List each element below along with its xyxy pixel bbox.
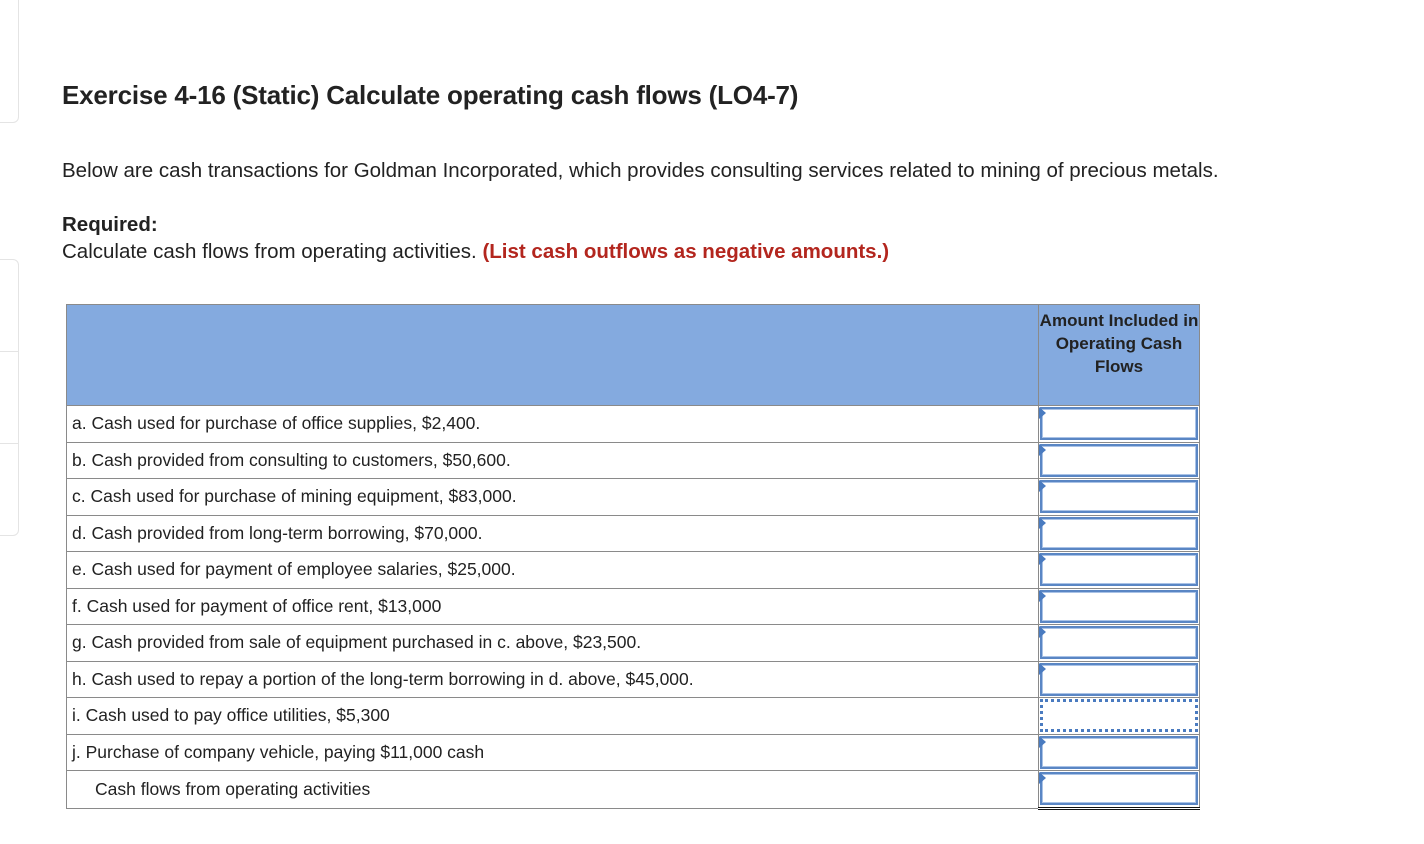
- row-label: h. Cash used to repay a portion of the long-term borrowing in d. above, $45,000.: [67, 661, 1039, 698]
- side-panel-nav: [0, 259, 19, 536]
- amount-cell: [1039, 734, 1200, 771]
- amount-header: Amount Included in Operating Cash Flows: [1039, 305, 1200, 406]
- cell-marker-icon: [1039, 517, 1046, 529]
- amount-cell: [1039, 771, 1200, 809]
- cell-marker-icon: [1039, 626, 1046, 638]
- amount-input[interactable]: [1040, 590, 1198, 623]
- amount-cell: [1039, 442, 1200, 479]
- cell-marker-icon: [1039, 444, 1046, 456]
- table-row: [67, 515, 1200, 552]
- cell-marker-icon: [1039, 590, 1046, 602]
- row-label: b. Cash provided from consulting to customers, $50,600.: [67, 442, 1039, 479]
- required-label: Required:: [62, 213, 158, 236]
- side-nav-item[interactable]: [0, 260, 18, 352]
- amount-cell: [1039, 661, 1200, 698]
- row-label: c. Cash used for purchase of mining equipment, $83,000.: [67, 479, 1039, 516]
- amount-cell: [1039, 625, 1200, 662]
- amount-cell: [1039, 552, 1200, 589]
- cell-marker-icon: [1039, 553, 1046, 565]
- table-row: [67, 661, 1200, 698]
- table-row: [67, 734, 1200, 771]
- cell-marker-icon: [1039, 772, 1046, 784]
- cell-marker-icon: [1039, 663, 1046, 675]
- amount-cell: [1039, 588, 1200, 625]
- row-label: f. Cash used for payment of office rent, $13,000: [67, 588, 1039, 625]
- amount-input[interactable]: [1040, 663, 1198, 696]
- cash-flow-table: [66, 304, 1200, 810]
- table-row: [67, 588, 1200, 625]
- amount-input[interactable]: [1040, 553, 1198, 586]
- amount-cell: [1039, 479, 1200, 516]
- amount-cell: [1039, 698, 1200, 735]
- amount-cell: [1039, 515, 1200, 552]
- row-label: j. Purchase of company vehicle, paying $11,000 cash: [67, 734, 1039, 771]
- instruction-text: [62, 240, 889, 264]
- table-row: [67, 442, 1200, 479]
- cell-marker-icon: [1039, 480, 1046, 492]
- intro-text: Below are cash transactions for Goldman Incorporated, which provides consulting services related to mining of precious metals.: [62, 159, 1219, 182]
- row-label: i. Cash used to pay office utilities, $5,300: [67, 698, 1039, 735]
- amount-input[interactable]: [1040, 444, 1198, 477]
- amount-input[interactable]: [1040, 517, 1198, 550]
- side-nav-item[interactable]: [0, 352, 18, 444]
- side-nav-item[interactable]: [0, 444, 18, 535]
- row-label: d. Cash provided from long-term borrowing, $70,000.: [67, 515, 1039, 552]
- cell-marker-icon: [1039, 407, 1046, 419]
- table-row: [67, 479, 1200, 516]
- row-label: a. Cash used for purchase of office supplies, $2,400.: [67, 406, 1039, 443]
- row-label: g. Cash provided from sale of equipment purchased in c. above, $23,500.: [67, 625, 1039, 662]
- row-label: e. Cash used for payment of employee salaries, $25,000.: [67, 552, 1039, 589]
- amount-input[interactable]: [1040, 626, 1198, 659]
- cell-marker-icon: [1039, 736, 1046, 748]
- instruction-note: (List cash outflows as negative amounts.): [482, 240, 890, 263]
- table-row: [67, 552, 1200, 589]
- instruction: Calculate cash flows from operating activities.: [62, 240, 477, 263]
- side-panel-top: [0, 0, 19, 123]
- amount-input[interactable]: [1040, 407, 1198, 440]
- table-row: [67, 698, 1200, 735]
- amount-input[interactable]: [1040, 736, 1198, 769]
- row-label: Cash flows from operating activities: [67, 771, 1039, 809]
- amount-cell: [1039, 406, 1200, 443]
- amount-input[interactable]: [1040, 772, 1198, 805]
- total-row: [67, 771, 1200, 809]
- exercise-title: Exercise 4-16 (Static) Calculate operating cash flows (LO4-7): [62, 80, 799, 110]
- amount-input[interactable]: [1040, 480, 1198, 513]
- table-row: [67, 625, 1200, 662]
- table-row: [67, 406, 1200, 443]
- amount-input[interactable]: [1040, 699, 1198, 732]
- description-header: [67, 305, 1039, 406]
